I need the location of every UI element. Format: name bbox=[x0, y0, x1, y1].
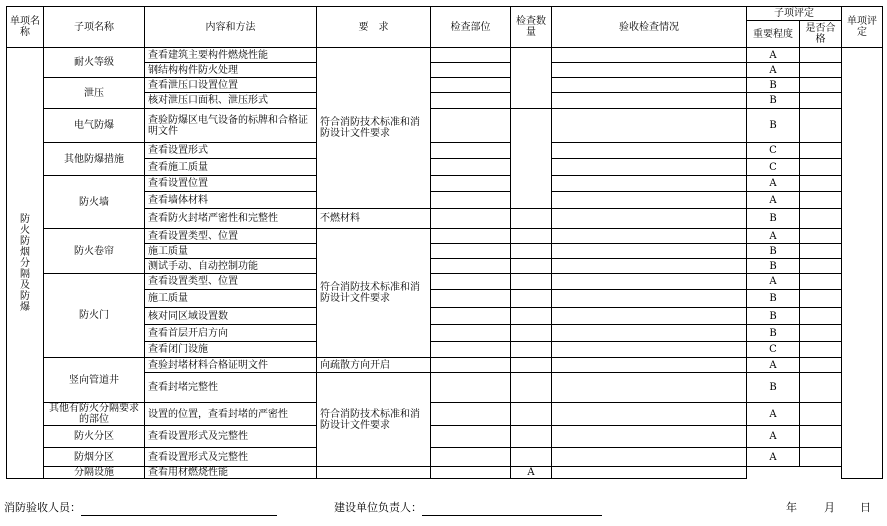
content-method-cell: 查验封堵材料合格证明文件 bbox=[145, 358, 317, 373]
inspect-part-cell[interactable] bbox=[431, 290, 511, 308]
unit-name-char: 及 bbox=[20, 279, 30, 291]
importance-grade: A bbox=[747, 63, 800, 78]
qualified-cell[interactable] bbox=[800, 93, 842, 109]
importance-grade: A bbox=[747, 358, 800, 373]
col-header-sub-eval: 子项评定 bbox=[747, 7, 842, 21]
content-method-cell: 查看闭门设施 bbox=[145, 342, 317, 358]
date-month-label: 月 bbox=[824, 501, 835, 514]
owner-label: 建设单位负责人： bbox=[334, 501, 422, 514]
inspect-part-cell[interactable] bbox=[431, 176, 511, 192]
content-method-cell: 查看设置形式及完整性 bbox=[145, 426, 317, 448]
table-row bbox=[7, 467, 883, 479]
qualified-cell[interactable] bbox=[800, 403, 842, 426]
inspect-part-cell[interactable] bbox=[431, 358, 511, 373]
inspect-part-cell[interactable] bbox=[431, 93, 511, 109]
requirement-cell: 符合消防技术标准和消防设计文件要求 bbox=[317, 373, 431, 467]
unit-name-char: 防 bbox=[20, 235, 30, 247]
acceptance-cell[interactable] bbox=[552, 358, 747, 373]
acceptance-cell[interactable] bbox=[552, 426, 747, 448]
table-row bbox=[7, 403, 883, 426]
qualified-cell[interactable] bbox=[800, 426, 842, 448]
importance-grade: A bbox=[511, 467, 552, 479]
requirement-cell: 不燃材料 bbox=[317, 209, 431, 229]
sub-item-name: 防烟分区 bbox=[44, 448, 145, 467]
inspect-qty-cell[interactable] bbox=[511, 342, 552, 358]
inspect-part-cell[interactable] bbox=[431, 192, 511, 209]
content-method-cell: 查看首层开启方向 bbox=[145, 325, 317, 342]
importance-grade: B bbox=[747, 290, 800, 308]
qualified-cell[interactable] bbox=[800, 78, 842, 93]
content-method-cell: 查看墙体材料 bbox=[145, 192, 317, 209]
inspect-part-cell[interactable] bbox=[431, 325, 511, 342]
inspect-part-cell[interactable] bbox=[317, 467, 431, 479]
importance-grade: A bbox=[747, 229, 800, 244]
sub-item-name: 泄压 bbox=[44, 78, 145, 109]
qualified-cell[interactable] bbox=[800, 358, 842, 373]
table-row bbox=[7, 426, 883, 448]
owner-signature bbox=[334, 500, 602, 516]
inspect-qty-cell[interactable] bbox=[511, 373, 552, 403]
table-row bbox=[7, 109, 883, 143]
acceptance-cell[interactable] bbox=[552, 229, 747, 244]
inspect-qty-cell[interactable] bbox=[511, 325, 552, 342]
content-method-cell: 施工质量 bbox=[145, 244, 317, 259]
inspect-qty-cell[interactable] bbox=[511, 290, 552, 308]
importance-grade: C bbox=[747, 143, 800, 159]
table-row bbox=[7, 274, 883, 290]
qualified-cell[interactable] bbox=[800, 259, 842, 274]
content-method-cell: 查看泄压口设置位置 bbox=[145, 78, 317, 93]
content-method-cell: 查看建筑主要构件燃烧性能 bbox=[145, 48, 317, 63]
table-row bbox=[7, 143, 883, 159]
inspect-part-cell[interactable] bbox=[431, 209, 511, 229]
qualified-cell[interactable] bbox=[800, 274, 842, 290]
inspect-part-cell[interactable] bbox=[431, 274, 511, 290]
inspector-signature bbox=[4, 500, 277, 516]
qualified-cell[interactable] bbox=[552, 467, 747, 479]
date-year-label: 年 bbox=[786, 501, 797, 514]
unit-name-char: 烟 bbox=[20, 246, 30, 258]
col-header-importance: 重要程度 bbox=[747, 21, 800, 48]
importance-grade: A bbox=[747, 192, 800, 209]
inspect-part-cell[interactable] bbox=[431, 259, 511, 274]
acceptance-cell[interactable] bbox=[552, 290, 747, 308]
qualified-cell[interactable] bbox=[800, 290, 842, 308]
acceptance-cell[interactable] bbox=[552, 159, 747, 176]
qualified-cell[interactable] bbox=[800, 63, 842, 78]
col-header-inspect-qty: 检查数量 bbox=[511, 7, 552, 48]
inspect-qty-cell[interactable] bbox=[511, 426, 552, 448]
importance-grade: B bbox=[747, 325, 800, 342]
table-row bbox=[7, 48, 883, 63]
sub-item-name: 防火墙 bbox=[44, 176, 145, 229]
importance-grade: B bbox=[747, 78, 800, 93]
inspect-part-cell[interactable] bbox=[431, 426, 511, 448]
content-method-cell: 查看封堵完整性 bbox=[145, 373, 317, 403]
col-header-content-method: 内容和方法 bbox=[145, 7, 317, 48]
acceptance-cell[interactable] bbox=[552, 244, 747, 259]
acceptance-cell[interactable] bbox=[552, 342, 747, 358]
inspect-part-cell[interactable] bbox=[431, 244, 511, 259]
importance-grade: A bbox=[747, 403, 800, 426]
acceptance-cell[interactable] bbox=[552, 143, 747, 159]
sub-item-name: 其他防爆措施 bbox=[44, 143, 145, 176]
importance-grade: A bbox=[747, 48, 800, 63]
table-row bbox=[7, 448, 883, 467]
qualified-cell[interactable] bbox=[800, 176, 842, 192]
col-header-requirement: 要 求 bbox=[317, 7, 431, 48]
sub-item-name: 分隔设施 bbox=[44, 467, 145, 479]
acceptance-cell[interactable] bbox=[552, 259, 747, 274]
acceptance-cell[interactable] bbox=[552, 448, 747, 467]
sub-item-name: 耐火等级 bbox=[44, 48, 145, 78]
importance-grade: B bbox=[747, 373, 800, 403]
inspect-qty-cell[interactable] bbox=[511, 358, 552, 373]
qualified-cell[interactable] bbox=[800, 325, 842, 342]
content-method-cell: 核对同区域设置数 bbox=[145, 308, 317, 325]
importance-grade: A bbox=[747, 426, 800, 448]
table-row bbox=[7, 78, 883, 93]
importance-grade: B bbox=[747, 308, 800, 325]
inspect-qty-cell[interactable] bbox=[511, 48, 552, 109]
unit-name-char: 隔 bbox=[20, 268, 30, 280]
acceptance-cell[interactable] bbox=[552, 403, 747, 426]
content-method-cell: 查看设置形式 bbox=[145, 143, 317, 159]
col-header-unit-eval: 单项评定 bbox=[842, 7, 883, 48]
unit-name-char: 爆 bbox=[20, 301, 30, 313]
importance-grade: B bbox=[747, 259, 800, 274]
content-method-cell: 查看设置形式及完整性 bbox=[145, 448, 317, 467]
acceptance-cell[interactable] bbox=[552, 325, 747, 342]
inspect-qty-cell[interactable] bbox=[511, 109, 552, 209]
content-method-cell: 施工质量 bbox=[145, 290, 317, 308]
unit-name-cell bbox=[7, 48, 44, 479]
table-row bbox=[7, 229, 883, 244]
content-method-cell: 查看设置类型、位置 bbox=[145, 274, 317, 290]
sub-item-name: 防火门 bbox=[44, 274, 145, 358]
col-header-qualified: 是否合格 bbox=[800, 21, 842, 48]
inspect-part-cell[interactable] bbox=[431, 48, 511, 63]
content-method-cell: 测试手动、自动控制功能 bbox=[145, 259, 317, 274]
acceptance-cell[interactable] bbox=[431, 467, 511, 479]
col-header-inspect-part: 检查部位 bbox=[431, 7, 511, 48]
inspect-qty-cell[interactable] bbox=[511, 209, 552, 229]
inspect-part-cell[interactable] bbox=[431, 342, 511, 358]
sub-item-name: 防火卷帘 bbox=[44, 229, 145, 274]
col-header-acceptance: 验收检查情况 bbox=[552, 7, 747, 48]
content-method-cell: 查看施工质量 bbox=[145, 159, 317, 176]
content-method-cell: 查验防爆区电气设备的标牌和合格证明文件 bbox=[145, 109, 317, 143]
qualified-cell[interactable] bbox=[800, 308, 842, 325]
col-header-sub-name: 子项名称 bbox=[44, 7, 145, 48]
date-day-label: 日 bbox=[860, 501, 871, 514]
qualified-cell[interactable] bbox=[800, 229, 842, 244]
inspect-part-cell[interactable] bbox=[431, 143, 511, 159]
signature-footer bbox=[4, 500, 880, 518]
importance-grade: A bbox=[747, 448, 800, 467]
importance-grade: C bbox=[747, 342, 800, 358]
sub-item-name: 电气防爆 bbox=[44, 109, 145, 143]
requirement-cell: 符合消防技术标准和消防设计文件要求 bbox=[317, 48, 431, 209]
inspect-part-cell[interactable] bbox=[431, 229, 511, 244]
qualified-cell[interactable] bbox=[800, 448, 842, 467]
sub-item-name: 其他有防火分隔要求的部位 bbox=[44, 403, 145, 426]
importance-grade: A bbox=[747, 176, 800, 192]
inspect-part-cell[interactable] bbox=[431, 109, 511, 143]
qualified-cell[interactable] bbox=[800, 192, 842, 209]
acceptance-table bbox=[6, 6, 883, 479]
acceptance-cell[interactable] bbox=[552, 308, 747, 325]
content-method-cell: 核对泄压口面积、泄压形式 bbox=[145, 93, 317, 109]
acceptance-cell[interactable] bbox=[552, 192, 747, 209]
content-method-cell: 查看设置类型、位置 bbox=[145, 229, 317, 244]
inspect-part-cell[interactable] bbox=[431, 159, 511, 176]
sub-item-name: 防火分区 bbox=[44, 426, 145, 448]
inspector-signature-line bbox=[81, 503, 277, 516]
importance-grade: A bbox=[747, 274, 800, 290]
content-method-cell: 查看防火封堵严密性和完整性 bbox=[145, 209, 317, 229]
unit-name-char: 防 bbox=[20, 290, 30, 302]
acceptance-cell[interactable] bbox=[552, 176, 747, 192]
acceptance-cell[interactable] bbox=[552, 78, 747, 93]
importance-grade: B bbox=[747, 93, 800, 109]
inspect-part-cell[interactable] bbox=[431, 63, 511, 78]
qualified-cell[interactable] bbox=[800, 244, 842, 259]
qualified-cell[interactable] bbox=[800, 48, 842, 63]
acceptance-cell[interactable] bbox=[552, 48, 747, 63]
inspect-qty-cell[interactable] bbox=[511, 259, 552, 274]
importance-grade: B bbox=[747, 209, 800, 229]
inspect-qty-cell[interactable] bbox=[511, 308, 552, 325]
unit-name-char: 火 bbox=[20, 224, 30, 236]
importance-grade: B bbox=[747, 109, 800, 143]
importance-grade: C bbox=[747, 159, 800, 176]
inspect-part-cell[interactable] bbox=[431, 448, 511, 467]
sub-item-name: 竖向管道井 bbox=[44, 358, 145, 403]
unit-name-char: 分 bbox=[20, 257, 30, 269]
acceptance-cell[interactable] bbox=[552, 93, 747, 109]
content-method-cell: 查看设置位置 bbox=[145, 176, 317, 192]
inspect-qty-cell[interactable] bbox=[511, 229, 552, 244]
qualified-cell[interactable] bbox=[800, 159, 842, 176]
owner-signature-line bbox=[422, 503, 602, 516]
inspect-qty-cell[interactable] bbox=[511, 244, 552, 259]
inspect-qty-cell[interactable] bbox=[511, 448, 552, 467]
unit-name-char: 防 bbox=[20, 213, 30, 225]
acceptance-cell[interactable] bbox=[552, 274, 747, 290]
qualified-cell[interactable] bbox=[800, 209, 842, 229]
qualified-cell[interactable] bbox=[800, 373, 842, 403]
content-method-cell: 设置的位置，查看封堵的严密性 bbox=[145, 403, 317, 426]
inspect-qty-cell[interactable] bbox=[511, 274, 552, 290]
table-row bbox=[7, 176, 883, 192]
acceptance-cell[interactable] bbox=[552, 209, 747, 229]
inspector-label: 消防验收人员： bbox=[4, 501, 81, 514]
col-header-unit-name: 单项名称 bbox=[7, 7, 44, 48]
requirement-cell: 符合消防技术标准和消防设计文件要求 bbox=[317, 229, 431, 358]
qualified-cell[interactable] bbox=[800, 342, 842, 358]
table-row bbox=[7, 358, 883, 373]
content-method-cell: 查看用材燃烧性能 bbox=[145, 467, 317, 479]
acceptance-cell[interactable] bbox=[552, 373, 747, 403]
content-method-cell: 钢结构构件防火处理 bbox=[145, 63, 317, 78]
inspect-part-cell[interactable] bbox=[431, 308, 511, 325]
inspect-part-cell[interactable] bbox=[431, 78, 511, 93]
acceptance-cell[interactable] bbox=[552, 63, 747, 78]
inspect-qty-cell[interactable] bbox=[511, 403, 552, 426]
qualified-cell[interactable] bbox=[800, 109, 842, 143]
unit-eval-cell[interactable] bbox=[842, 48, 883, 479]
inspect-part-cell[interactable] bbox=[431, 403, 511, 426]
importance-grade: B bbox=[747, 244, 800, 259]
inspect-part-cell[interactable] bbox=[431, 373, 511, 403]
acceptance-cell[interactable] bbox=[552, 109, 747, 143]
qualified-cell[interactable] bbox=[800, 143, 842, 159]
requirement-cell: 向疏散方向开启 bbox=[317, 358, 431, 373]
